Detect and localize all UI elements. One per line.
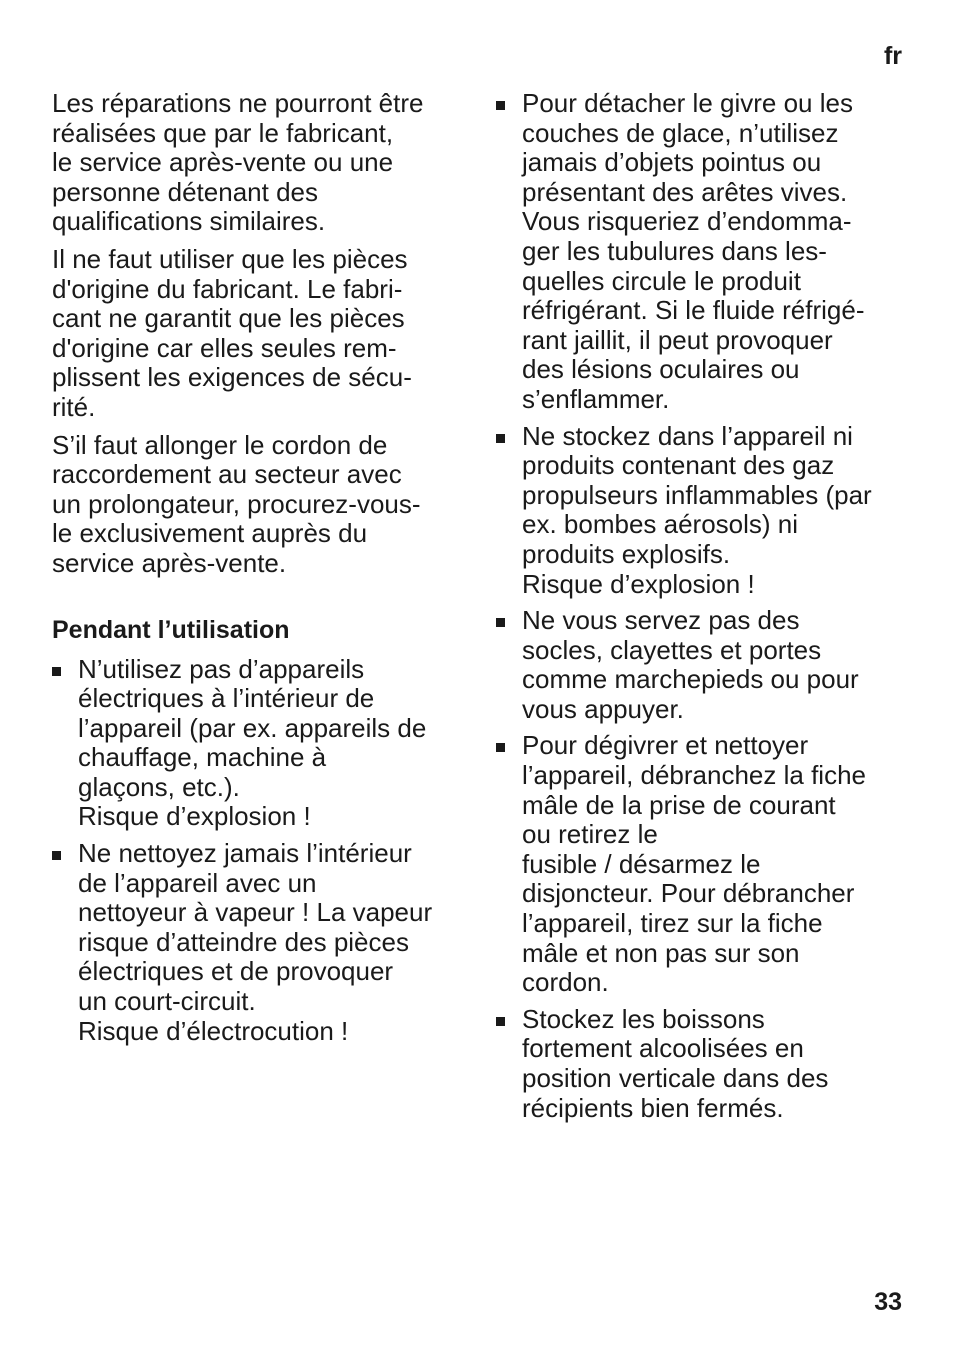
text-line: Ne vous servez pas des (522, 605, 800, 636)
text-line: récipients bien fermés. (522, 1092, 784, 1123)
text-line: cordon. (522, 967, 609, 998)
text-line: de l’appareil avec un (78, 867, 317, 898)
text-line: ou retirez le (522, 819, 658, 850)
text-line: l’appareil (par ex. appareils de (78, 712, 427, 743)
text-line: jamais d’objets pointus ou (522, 147, 822, 178)
section-heading: Pendant l’utilisation (52, 615, 290, 644)
text-line: l’appareil, tirez sur la fiche (522, 908, 823, 939)
text-line: position verticale dans des (522, 1063, 829, 1093)
list-item (496, 89, 906, 415)
text-line: Stockez les boissons (522, 1003, 765, 1034)
left-column (52, 89, 462, 1053)
text-line: cant ne garantit que les pièces (52, 303, 405, 334)
text-line: rant jaillit, il peut provoquer (522, 324, 833, 355)
square-bullet-icon (496, 1017, 505, 1026)
text-line: plissent les exigences de sécu- (52, 362, 412, 393)
square-bullet-icon (496, 101, 505, 110)
text-line: Pour détacher le givre ou les (522, 88, 853, 118)
text-line: personne détenant des (52, 176, 318, 207)
text-line: Il ne faut utiliser que les pièces (52, 243, 408, 274)
text-line: l’appareil, débranchez la fiche (522, 760, 866, 791)
square-bullet-icon (52, 851, 61, 860)
bullet-list (52, 655, 462, 1047)
text-line: Pour dégivrer et nettoyer (522, 730, 809, 761)
right-column (496, 89, 906, 1130)
text-line: S’il faut allonger le cordon de (52, 429, 388, 460)
text-line: Risque d’explosion ! (78, 801, 311, 832)
text-line: électriques à l’intérieur de (78, 683, 375, 714)
text-line: mâle de la prise de courant (522, 789, 836, 820)
text-line: rité. (52, 391, 96, 422)
text-line: d'origine car elles seules rem- (52, 332, 397, 363)
text-line: fortement alcoolisées en (522, 1033, 804, 1064)
text-line: N’utilisez pas d’appareils (78, 653, 365, 684)
list-item (496, 731, 906, 997)
paragraph-repairs (52, 89, 462, 237)
text-line: Risque d’explosion ! (522, 568, 755, 599)
text-line: s’enflammer. (522, 383, 670, 414)
text-line: comme marchepieds ou pour (522, 664, 859, 695)
text-line: Vous risqueriez d’endomma- (522, 206, 852, 237)
text-line: présentant des arêtes vives. (522, 176, 848, 207)
text-line: réalisées que par le fabricant, (52, 117, 394, 148)
text-line: Ne nettoyez jamais l’intérieur (78, 838, 412, 869)
text-line: raccordement au secteur avec (52, 459, 402, 490)
text-line: réfrigérant. Si le fluide réfrigé- (522, 295, 865, 326)
text-line: qualifications similaires. (52, 206, 326, 237)
text-line: glaçons, etc.). (78, 771, 240, 802)
square-bullet-icon (496, 743, 505, 752)
text-line: des lésions oculaires ou (522, 354, 800, 385)
paragraph-original-parts (52, 245, 462, 423)
text-line: ger les tubulures dans les- (522, 235, 827, 266)
paragraph-extension-cord (52, 431, 462, 579)
text-line: ex. bombes aérosols) ni (522, 509, 799, 540)
text-line: Les réparations ne pourront être (52, 88, 424, 118)
square-bullet-icon (52, 667, 61, 676)
page-number: 33 (874, 1288, 902, 1316)
list-item (496, 1005, 906, 1123)
text-line: électriques et de provoquer (78, 956, 394, 987)
text-line: risque d’atteindre des pièces (78, 926, 409, 957)
text-line: produits explosifs. (522, 538, 731, 569)
text-line: d'origine du fabricant. Le fabri- (52, 273, 403, 304)
text-line: socles, clayettes et portes (522, 634, 822, 665)
text-line: le exclusivement auprès du (52, 518, 368, 549)
text-line: le service après-vente ou une (52, 147, 394, 178)
text-line: mâle et non pas sur son (522, 937, 800, 968)
text-line: service après-vente. (52, 547, 287, 578)
text-line: vous appuyer. (522, 693, 684, 724)
text-line: propulseurs inflammables (par (522, 479, 872, 510)
list-item (52, 839, 462, 1046)
text-line: Risque d’électrocution ! (78, 1015, 349, 1046)
text-line: chauffage, machine à (78, 742, 327, 773)
square-bullet-icon (496, 618, 505, 627)
text-line: un prolongateur, procurez-vous- (52, 488, 421, 519)
text-line: quelles circule le produit (522, 265, 801, 296)
square-bullet-icon (496, 434, 505, 443)
text-line: un court-circuit. (78, 986, 256, 1017)
text-line: disjoncteur. Pour débrancher (522, 878, 855, 909)
text-line: produits contenant des gaz (522, 450, 835, 481)
list-item (496, 422, 906, 600)
text-line: Ne stockez dans l’appareil ni (522, 420, 853, 451)
list-item (496, 606, 906, 724)
text-line: fusible / désarmez le (522, 848, 761, 879)
language-label: fr (883, 42, 902, 70)
list-item (52, 655, 462, 833)
text-line: couches de glace, n’utilisez (522, 117, 839, 148)
text-line: nettoyeur à vapeur ! La vapeur (78, 897, 433, 928)
bullet-list (496, 89, 906, 1123)
